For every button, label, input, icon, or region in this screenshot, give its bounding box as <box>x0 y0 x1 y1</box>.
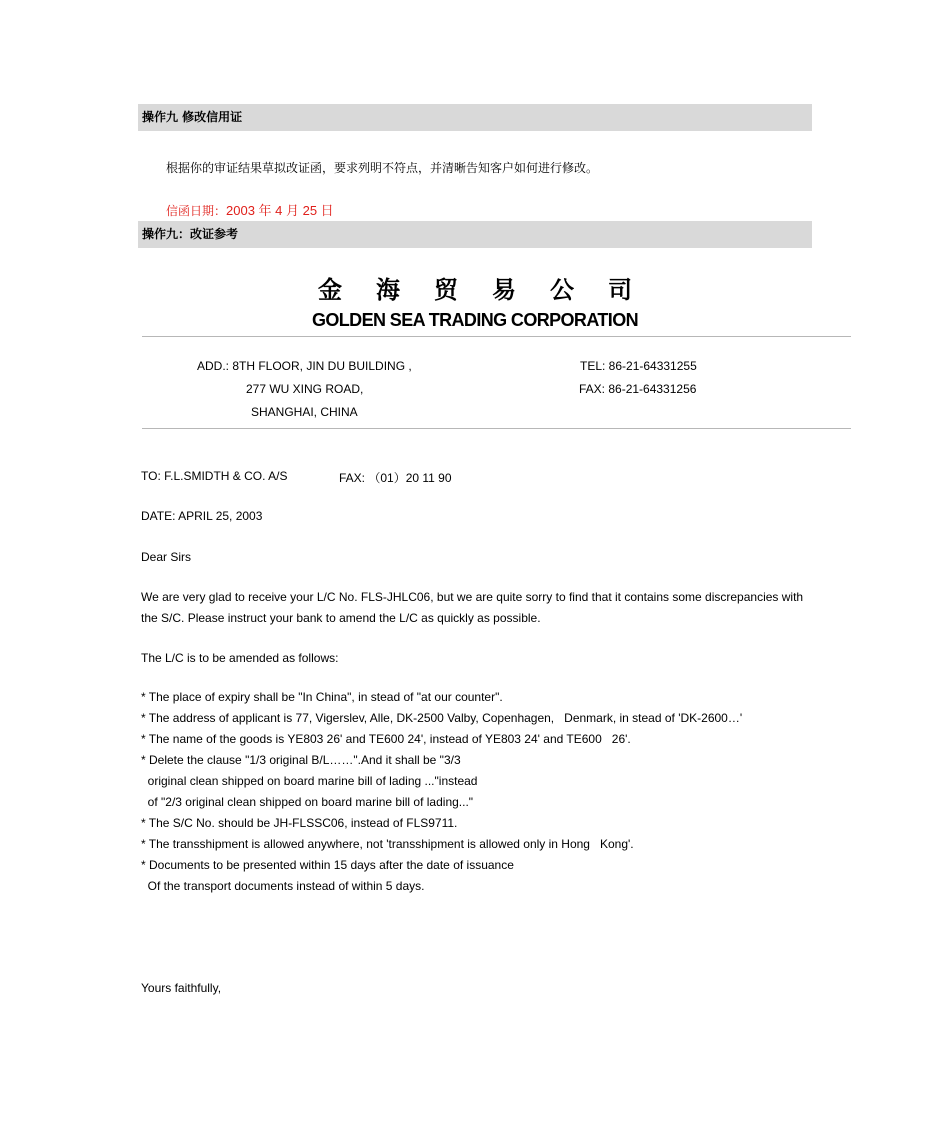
fax: FAX: 86-21-64331256 <box>579 382 697 396</box>
address-line-2: 277 WU XING ROAD, <box>246 382 364 396</box>
body-paragraph-line-2: the S/C. Please instruct your bank to amend the L/C as quickly as possible. <box>141 611 541 625</box>
amendment-item: Of the transport documents instead of within 5 days. <box>141 879 425 893</box>
company-name-chinese: 金海贸易公司 <box>318 275 666 304</box>
section-header-amendment-reference: 操作九：改证参考 <box>138 221 812 248</box>
letterhead-bottom-divider <box>142 428 851 429</box>
letterhead-top-divider <box>142 336 851 337</box>
address-line-1: ADD.: 8TH FLOOR, JIN DU BUILDING , <box>197 359 412 373</box>
amendment-item: * The name of the goods is YE803 26' and TE600 24', instead of YE803 24' and TE600 26'. <box>141 732 631 746</box>
letter-date-line <box>166 200 334 219</box>
company-name-english: GOLDEN SEA TRADING CORPORATION <box>311 310 638 330</box>
closing: Yours faithfully, <box>141 981 222 995</box>
amendment-item: of "2/3 original clean shipped on board marine bill of lading..." <box>141 795 474 809</box>
telephone: TEL: 86-21-64331255 <box>580 359 697 373</box>
amendment-item: * Delete the clause "1/3 original B/L……".And it shall be "3/3 <box>141 753 461 767</box>
letter-date: DATE: APRIL 25, 2003 <box>141 509 263 523</box>
amendment-item: * The address of applicant is 77, Vigerslev, Alle, DK-2500 Valby, Copenhagen, Denmark, in stead of 'DK-2600…' <box>141 711 743 725</box>
letter-date-label: 信函日期： <box>166 204 227 218</box>
letter-date-value: 2003 年 4 月 25 日 <box>226 203 334 218</box>
address-line-3: SHANGHAI, CHINA <box>251 405 358 419</box>
recipient: TO: F.L.SMIDTH & CO. A/S <box>141 469 288 483</box>
amendment-item: original clean shipped on board marine bill of lading ..."instead <box>141 774 478 788</box>
salutation: Dear Sirs <box>141 550 192 564</box>
section-header-operation-9: 操作九 修改信用证 <box>138 104 812 131</box>
recipient-fax: FAX: （01）20 11 90 <box>339 471 452 485</box>
amendment-item: * The place of expiry shall be "In China", in stead of "at our counter". <box>141 690 503 704</box>
amendment-item: * Documents to be presented within 15 days after the date of issuance <box>141 858 514 872</box>
amendment-intro: The L/C is to be amended as follows: <box>141 651 339 665</box>
amendment-item: * The transshipment is allowed anywhere, not 'transshipment is allowed only in Hong Kong'. <box>141 837 634 851</box>
instruction-text: 根据你的审证结果草拟改证函，要求列明不符点，并清晰告知客户如何进行修改。 <box>166 161 599 175</box>
amendment-item: * The S/C No. should be JH-FLSSC06, instead of FLS9711. <box>141 816 458 830</box>
body-paragraph-line-1: We are very glad to receive your L/C No. FLS-JHLC06, but we are quite sorry to find that it contains some discrepancies with <box>141 590 804 604</box>
